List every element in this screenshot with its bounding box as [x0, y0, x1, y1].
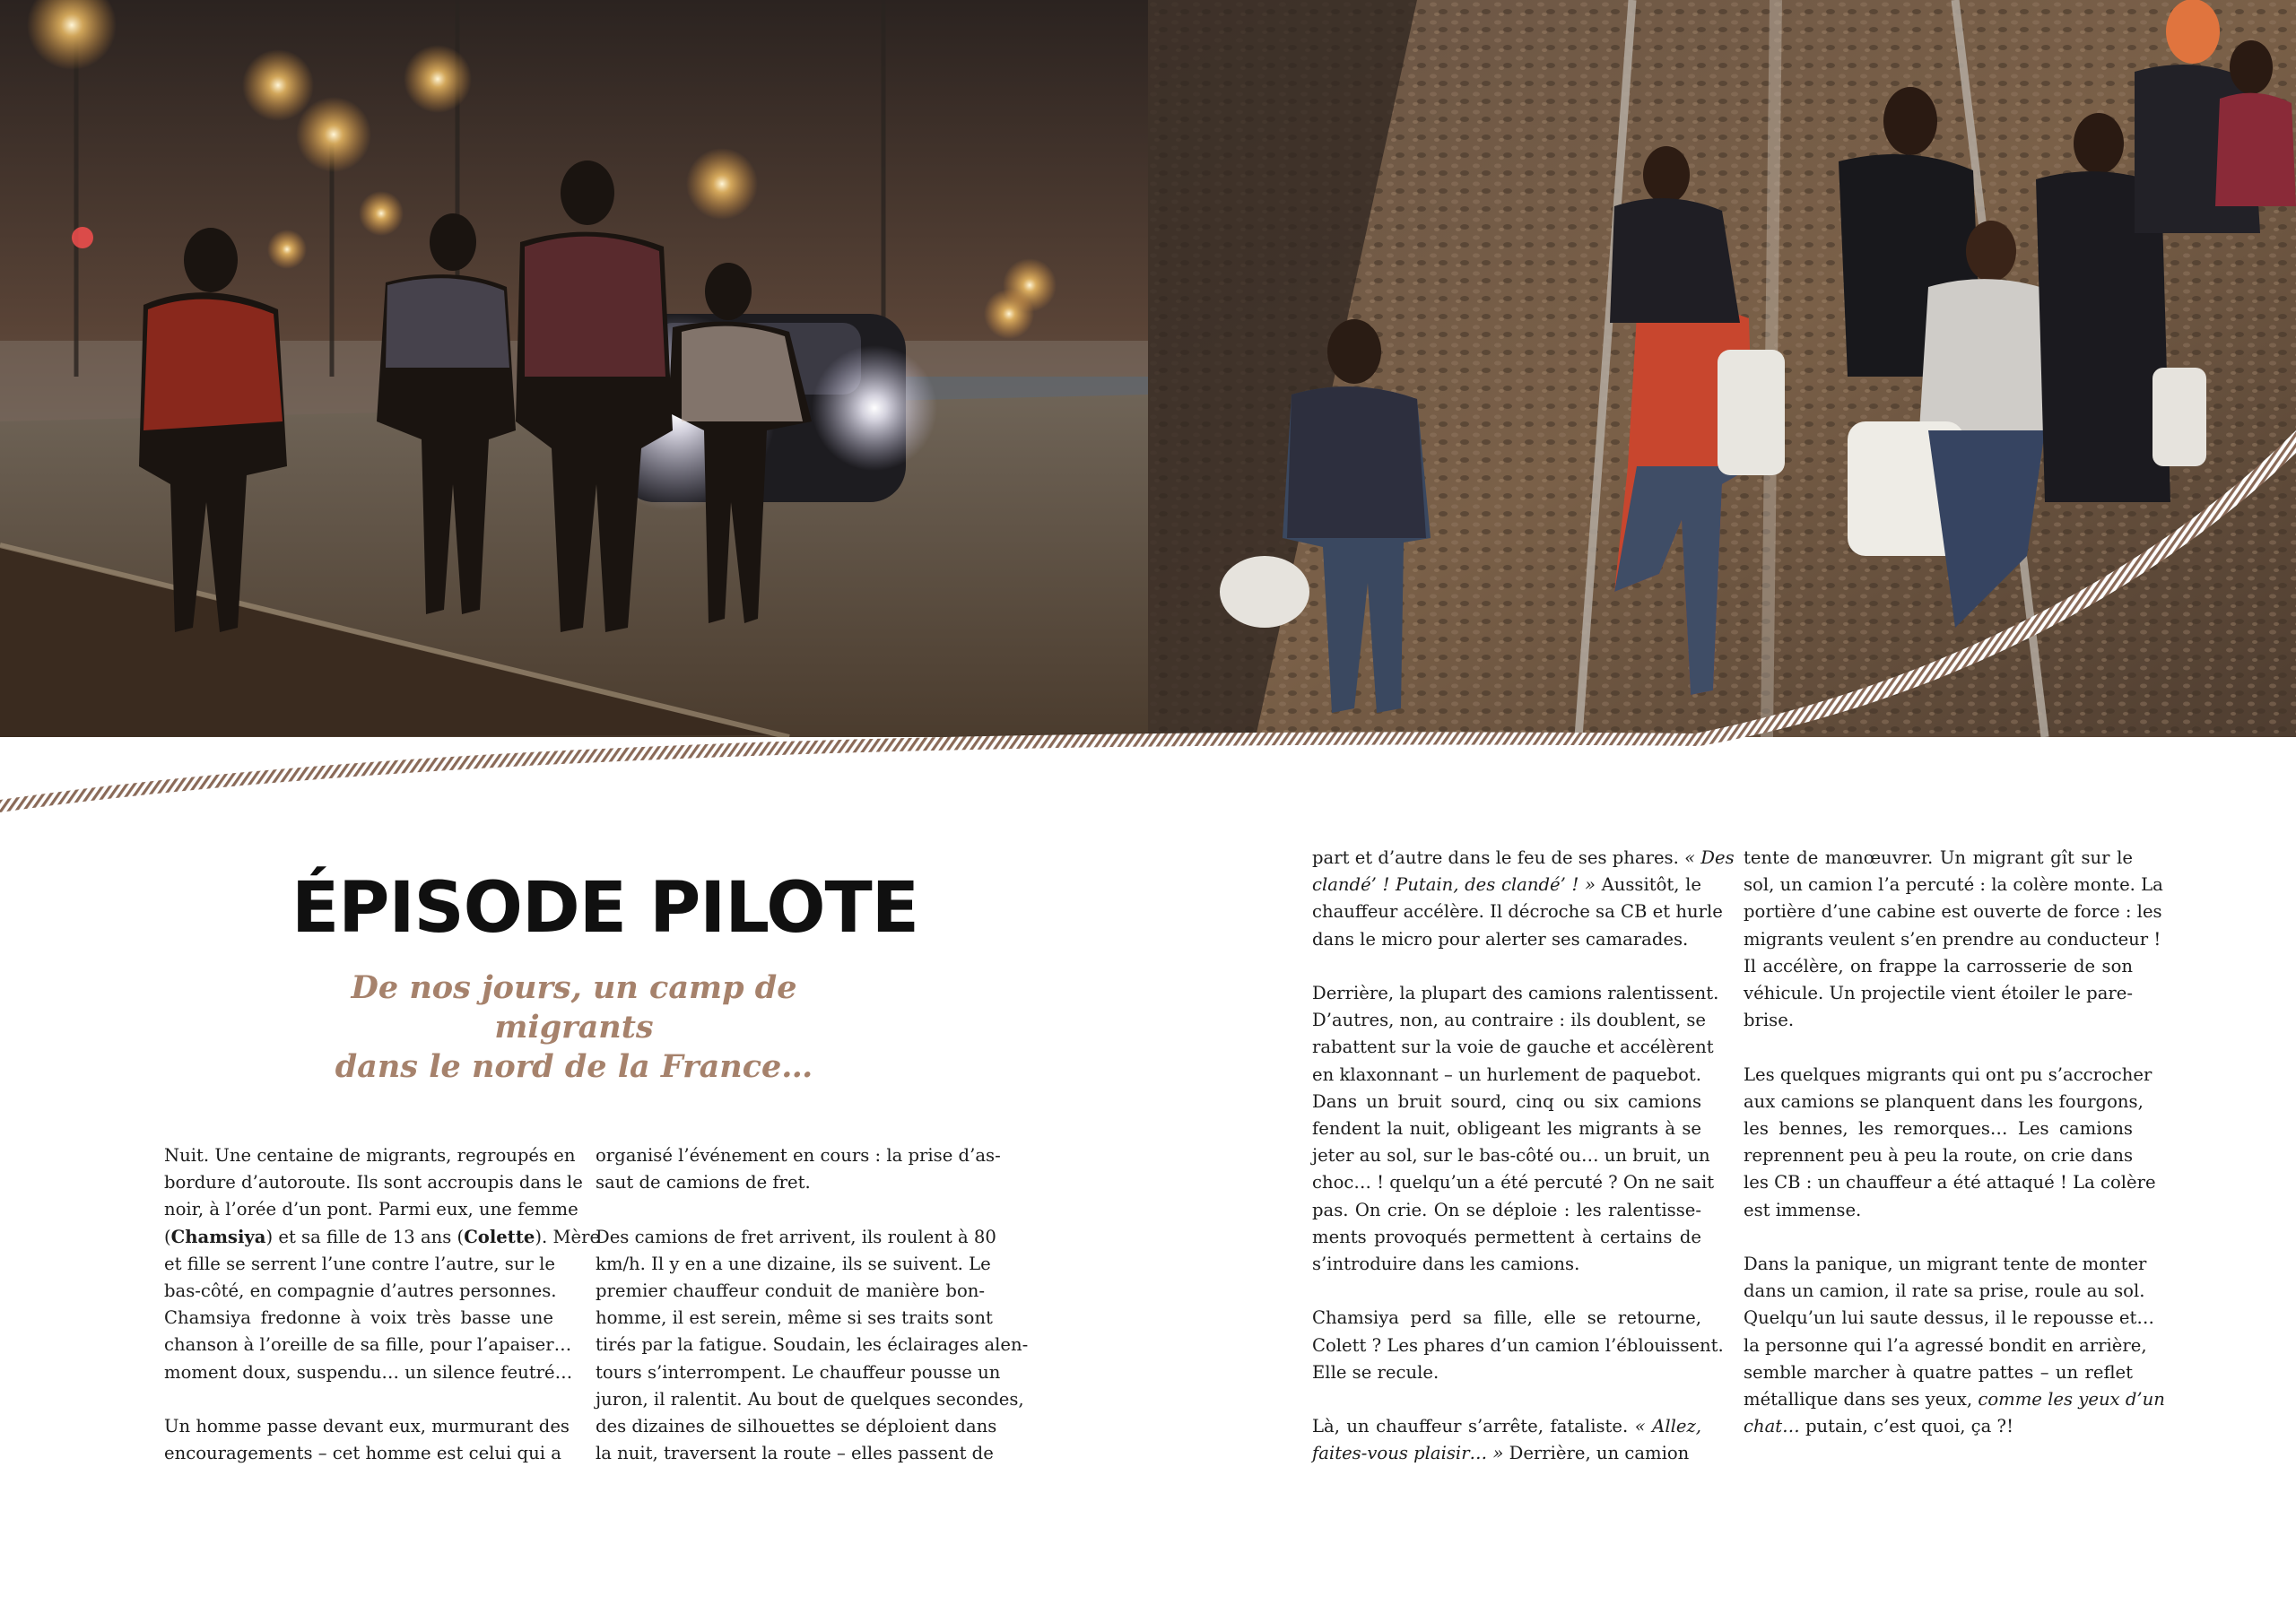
text-line: Un homme passe devant eux, murmurant des	[164, 1416, 570, 1437]
text-line: la personne qui l’a agressé bondit en arrière,	[1744, 1334, 2147, 1356]
text-line: des dizaines de silhouettes se déploient dans	[596, 1416, 997, 1437]
text-column-1	[164, 1142, 601, 1467]
text-line: homme, il est serein, même si ses traits sont	[596, 1307, 993, 1329]
text-line: brise.	[1744, 1010, 1795, 1031]
text-line: dans un camion, il rate sa prise, roule au sol.	[1744, 1280, 2145, 1302]
text-line: la nuit, traversent la route – elles passent de	[596, 1443, 994, 1464]
text-line: ments provoqués permettent à certains de	[1312, 1226, 1701, 1247]
paragraph	[596, 1142, 1001, 1196]
text-line: Des camions de fret arrivent, ils roulent à 80	[596, 1226, 996, 1247]
paragraph	[1744, 1251, 2165, 1440]
text-line: premier chauffeur conduit de manière bon-	[596, 1280, 985, 1301]
text-line: et fille se serrent l’une contre l’autre, sur le	[164, 1253, 555, 1274]
railway-scene	[1148, 0, 2296, 737]
text-line: fendent la nuit, obligeant les migrants à se	[1312, 1118, 1701, 1140]
text-line: reprennent peu à peu la route, on crie dans	[1744, 1145, 2133, 1167]
text-line: Colett ? Les phares d’un camion l’éblouissent.	[1312, 1334, 1724, 1356]
text-line: tours s’interrompent. Le chauffeur pousse un	[596, 1361, 1001, 1383]
text-line: véhicule. Un projectile vient étoiler le pare-	[1744, 983, 2133, 1004]
text-line: les CB : un chauffeur a été attaqué ! La colère	[1744, 1172, 2156, 1193]
text-line: Derrière, la plupart des camions ralentissent.	[1312, 983, 1719, 1003]
text-line: Dans la panique, un migrant tente de monter	[1744, 1254, 2147, 1275]
text-line: tente de manœuvrer. Un migrant gît sur le	[1744, 847, 2133, 868]
text-line: part et d’autre dans le feu de ses phares. « Des	[1312, 847, 1735, 868]
text-line: Quelqu’un lui saute dessus, il le repousse et…	[1744, 1307, 2154, 1329]
subtitle-line: dans le nord de la France…	[335, 1048, 813, 1085]
text-line: tirés par la fatigue. Soudain, les éclairages alen-	[596, 1334, 1029, 1356]
text-line: Chamsiya fredonne à voix très basse une	[164, 1307, 553, 1329]
text-line: jeter au sol, sur le bas-côté ou… un bruit, un	[1312, 1145, 1710, 1167]
text-line: bas-côté, en compagnie d’autres personnes.	[164, 1280, 557, 1302]
article-subtitle	[269, 968, 879, 1087]
text-line: portière d’une cabine est ouverte de force : les	[1744, 901, 2162, 923]
subtitle-line: De nos jours, un camp de migrants	[351, 969, 797, 1046]
night-road-scene	[0, 0, 1148, 737]
paragraph	[596, 1224, 1029, 1468]
text-line: s’introduire dans les camions.	[1312, 1254, 1580, 1275]
text-line: Nuit. Une centaine de migrants, regroupés en	[164, 1145, 576, 1166]
text-line: semble marcher à quatre pattes – un reflet	[1744, 1361, 2133, 1383]
text-line: (Chamsiya) et sa fille de 13 ans (Colette). Mère	[164, 1226, 601, 1247]
text-line: est immense.	[1744, 1199, 1862, 1220]
text-line: Il accélère, on frappe la carrosserie de son	[1744, 955, 2133, 976]
text-line: saut de camions de fret.	[596, 1172, 811, 1193]
paragraph	[1312, 980, 1719, 1278]
text-line: sol, un camion l’a percuté : la colère monte. La	[1744, 874, 2163, 896]
text-line: Elle se recule.	[1312, 1361, 1439, 1383]
text-line: Les quelques migrants qui ont pu s’accrocher	[1744, 1063, 2152, 1085]
text-line: Chamsiya perd sa fille, elle se retourne,	[1312, 1307, 1701, 1329]
text-line: chauffeur accélère. Il décroche sa CB et hurle	[1312, 901, 1723, 923]
text-line: faites-vous plaisir… » Derrière, un camion	[1312, 1443, 1690, 1464]
text-line: encouragements – cet homme est celui qui a	[164, 1443, 561, 1464]
photo-right-railway	[1148, 0, 2296, 737]
paragraph	[164, 1142, 601, 1386]
text-line: juron, il ralentit. Au bout de quelques secondes,	[596, 1388, 1024, 1410]
text-line: noir, à l’orée d’un pont. Parmi eux, une femme	[164, 1199, 578, 1220]
paragraph	[164, 1413, 570, 1467]
text-line: métallique dans ses yeux, comme les yeux d’un	[1744, 1389, 2165, 1410]
text-line: choc… ! quelqu’un a été percuté ? On ne sait	[1312, 1172, 1715, 1193]
text-line: Dans un bruit sourd, cinq ou six camions	[1312, 1090, 1701, 1112]
text-line: Là, un chauffeur s’arrête, fataliste. « Allez,	[1312, 1416, 1701, 1437]
text-line: clandé’ ! Putain, des clandé’ ! » Aussitôt, le	[1312, 874, 1701, 896]
text-line: dans le micro pour alerter ses camarades.	[1312, 928, 1689, 950]
paragraph	[1312, 1305, 1724, 1386]
text-line: km/h. Il y en a une dizaine, ils se suivent. Le	[596, 1253, 991, 1274]
text-line: bordure d’autoroute. Ils sont accroupis dans le	[164, 1172, 583, 1193]
text-line: pas. On crie. On se déploie : les ralentisse-	[1312, 1199, 1701, 1220]
text-column-4	[1744, 845, 2165, 1440]
text-line: les bennes, les remorques… Les camions	[1744, 1118, 2133, 1140]
text-line: chanson à l’oreille de sa fille, pour l’apaiser…	[164, 1334, 572, 1356]
paragraph	[1312, 845, 1735, 953]
photo-left-night-road	[0, 0, 1148, 737]
text-line: migrants veulent s’en prendre au conducteur !	[1744, 928, 2161, 950]
text-column-3	[1312, 845, 1735, 1468]
paragraph	[1744, 1062, 2156, 1224]
paragraph	[1312, 1413, 1701, 1467]
text-line: organisé l’événement en cours : la prise d’as-	[596, 1145, 1001, 1166]
paragraph	[1744, 845, 2163, 1034]
text-line: chat… putain, c’est quoi, ça ?!	[1744, 1416, 2013, 1437]
text-line: aux camions se planquent dans les fourgons,	[1744, 1090, 2144, 1112]
text-line: rabattent sur la voie de gauche et accélèrent	[1312, 1037, 1714, 1058]
text-line: moment doux, suspendu… un silence feutré…	[164, 1361, 573, 1383]
text-line: en klaxonnant – un hurlement de paquebot.	[1312, 1063, 1701, 1085]
text-column-2	[596, 1142, 1029, 1467]
text-line: D’autres, non, au contraire : ils doublent, se	[1312, 1010, 1706, 1031]
article-title: ÉPISODE PILOTE	[291, 868, 919, 949]
